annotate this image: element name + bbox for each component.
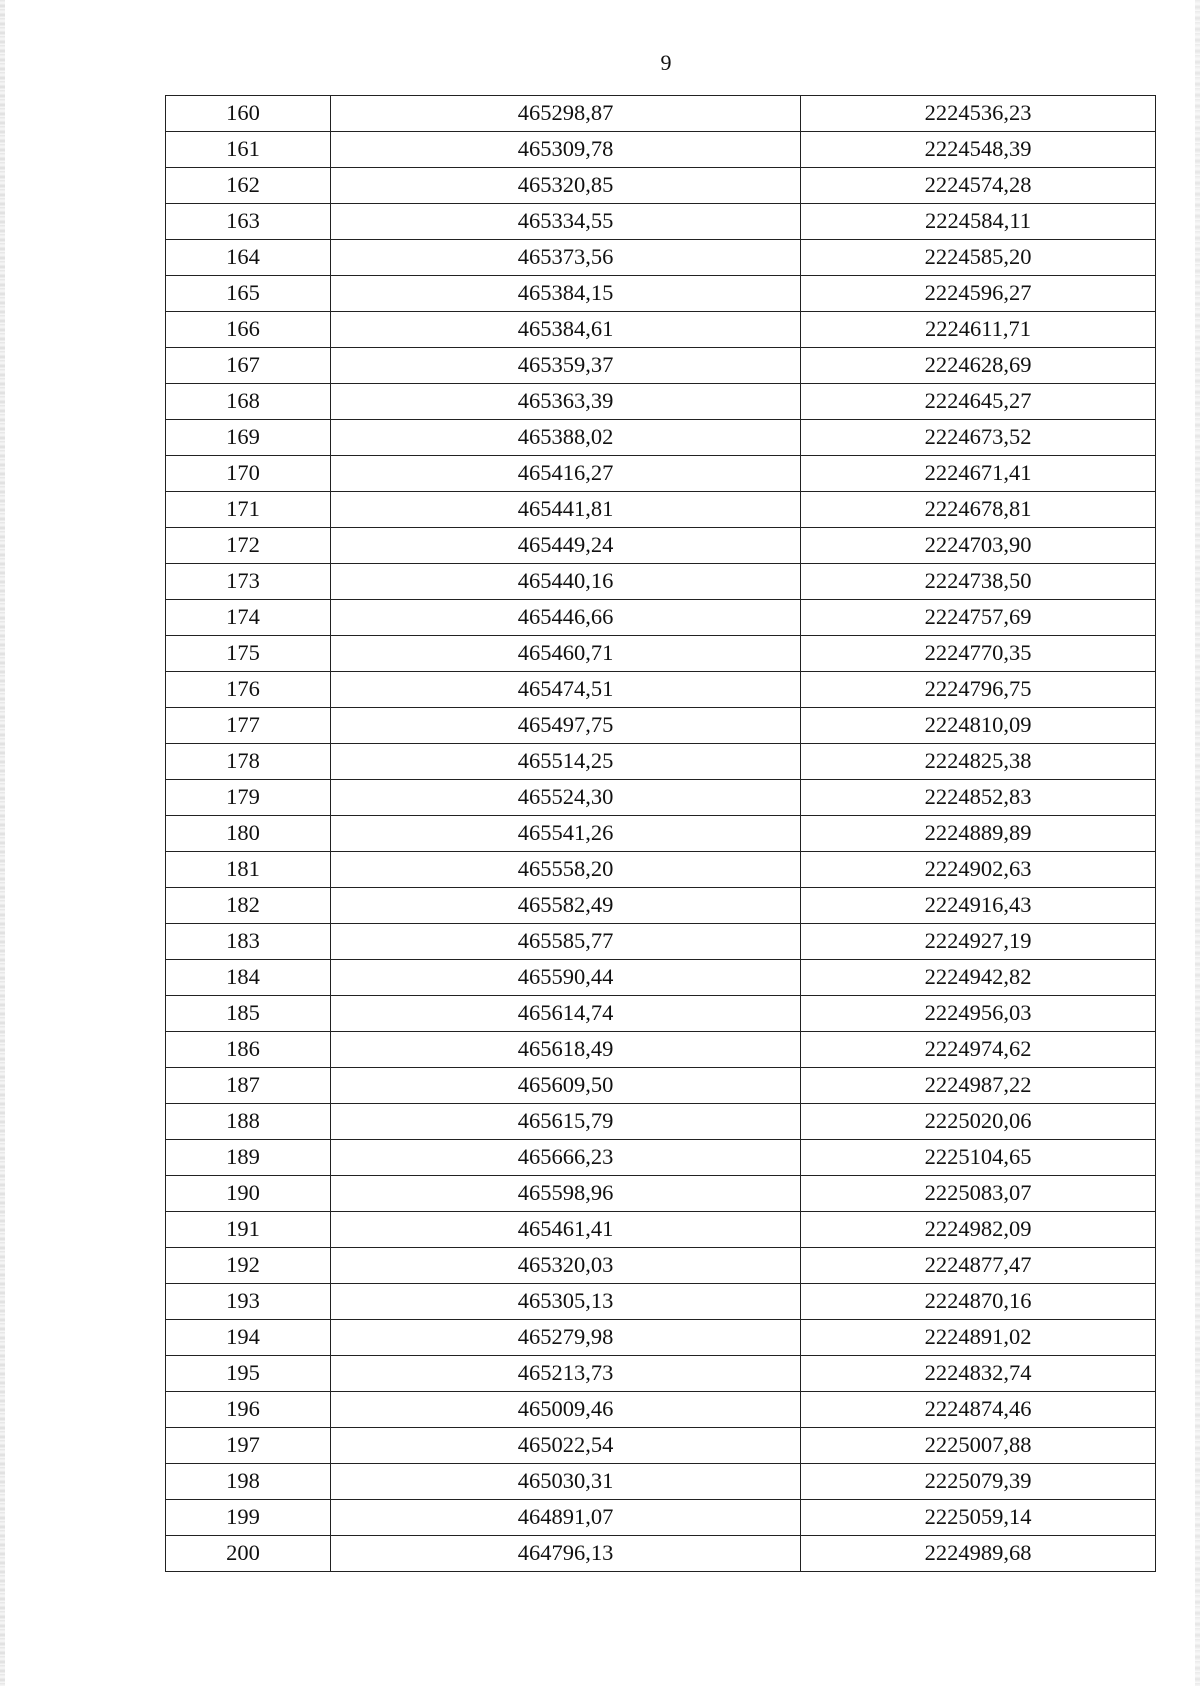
point-number-cell: 187 [166,1068,331,1104]
x-coordinate-cell: 465298,87 [331,96,801,132]
table-row [166,960,1156,996]
table-row [166,420,1156,456]
table-row [166,1212,1156,1248]
y-coordinate-cell: 2224574,28 [801,168,1156,204]
y-coordinate-cell: 2224628,69 [801,348,1156,384]
table-row [166,1392,1156,1428]
table-row [166,1464,1156,1500]
x-coordinate-cell: 465373,56 [331,240,801,276]
table-row [166,744,1156,780]
point-number-cell: 189 [166,1140,331,1176]
scan-edge-right [1195,0,1200,1686]
page-number: 9 [660,50,672,75]
y-coordinate-cell: 2225079,39 [801,1464,1156,1500]
coordinates-table-body [166,96,1156,1572]
y-coordinate-cell: 2224585,20 [801,240,1156,276]
x-coordinate-cell: 465460,71 [331,636,801,672]
x-coordinate-cell: 465334,55 [331,204,801,240]
x-coordinate-cell: 464796,13 [331,1536,801,1572]
y-coordinate-cell: 2225104,65 [801,1140,1156,1176]
y-coordinate-cell: 2224916,43 [801,888,1156,924]
y-coordinate-cell: 2224548,39 [801,132,1156,168]
y-coordinate-cell: 2224874,46 [801,1392,1156,1428]
y-coordinate-cell: 2224738,50 [801,564,1156,600]
point-number-cell: 191 [166,1212,331,1248]
point-number-cell: 179 [166,780,331,816]
x-coordinate-cell: 465446,66 [331,600,801,636]
table-row [166,492,1156,528]
y-coordinate-cell: 2224870,16 [801,1284,1156,1320]
x-coordinate-cell: 465474,51 [331,672,801,708]
x-coordinate-cell: 465449,24 [331,528,801,564]
table-row [166,996,1156,1032]
y-coordinate-cell: 2224703,90 [801,528,1156,564]
y-coordinate-cell: 2224927,19 [801,924,1156,960]
table-row [166,312,1156,348]
x-coordinate-cell: 465030,31 [331,1464,801,1500]
x-coordinate-cell: 465598,96 [331,1176,801,1212]
table-row [166,1032,1156,1068]
table-row [166,240,1156,276]
point-number-cell: 164 [166,240,331,276]
point-number-cell: 200 [166,1536,331,1572]
point-number-cell: 167 [166,348,331,384]
point-number-cell: 183 [166,924,331,960]
y-coordinate-cell: 2224956,03 [801,996,1156,1032]
point-number-cell: 160 [166,96,331,132]
table-row [166,1104,1156,1140]
y-coordinate-cell: 2224673,52 [801,420,1156,456]
point-number-cell: 174 [166,600,331,636]
y-coordinate-cell: 2224757,69 [801,600,1156,636]
y-coordinate-cell: 2225020,06 [801,1104,1156,1140]
table-row [166,1284,1156,1320]
y-coordinate-cell: 2224678,81 [801,492,1156,528]
point-number-cell: 180 [166,816,331,852]
table-row [166,564,1156,600]
x-coordinate-cell: 465320,85 [331,168,801,204]
x-coordinate-cell: 465585,77 [331,924,801,960]
x-coordinate-cell: 465618,49 [331,1032,801,1068]
point-number-cell: 184 [166,960,331,996]
table-row [166,96,1156,132]
x-coordinate-cell: 465461,41 [331,1212,801,1248]
table-row [166,672,1156,708]
point-number-cell: 165 [166,276,331,312]
x-coordinate-cell: 465305,13 [331,1284,801,1320]
scan-edge-left [0,0,5,1686]
y-coordinate-cell: 2224989,68 [801,1536,1156,1572]
x-coordinate-cell: 465320,03 [331,1248,801,1284]
x-coordinate-cell: 465582,49 [331,888,801,924]
x-coordinate-cell: 465524,30 [331,780,801,816]
y-coordinate-cell: 2224584,11 [801,204,1156,240]
table-row [166,924,1156,960]
x-coordinate-cell: 465558,20 [331,852,801,888]
x-coordinate-cell: 465384,61 [331,312,801,348]
point-number-cell: 169 [166,420,331,456]
y-coordinate-cell: 2224902,63 [801,852,1156,888]
y-coordinate-cell: 2224974,62 [801,1032,1156,1068]
point-number-cell: 188 [166,1104,331,1140]
point-number-cell: 199 [166,1500,331,1536]
point-number-cell: 193 [166,1284,331,1320]
table-row [166,348,1156,384]
x-coordinate-cell: 465213,73 [331,1356,801,1392]
table-row [166,1140,1156,1176]
x-coordinate-cell: 465309,78 [331,132,801,168]
x-coordinate-cell: 465514,25 [331,744,801,780]
point-number-cell: 177 [166,708,331,744]
table-row [166,708,1156,744]
y-coordinate-cell: 2224536,23 [801,96,1156,132]
point-number-cell: 198 [166,1464,331,1500]
x-coordinate-cell: 465614,74 [331,996,801,1032]
x-coordinate-cell: 464891,07 [331,1500,801,1536]
y-coordinate-cell: 2224611,71 [801,312,1156,348]
x-coordinate-cell: 465441,81 [331,492,801,528]
x-coordinate-cell: 465440,16 [331,564,801,600]
point-number-cell: 166 [166,312,331,348]
point-number-cell: 197 [166,1428,331,1464]
table-row [166,1068,1156,1104]
y-coordinate-cell: 2225007,88 [801,1428,1156,1464]
x-coordinate-cell: 465590,44 [331,960,801,996]
table-row [166,1536,1156,1572]
point-number-cell: 176 [166,672,331,708]
point-number-cell: 172 [166,528,331,564]
table-row [166,168,1156,204]
x-coordinate-cell: 465384,15 [331,276,801,312]
y-coordinate-cell: 2224942,82 [801,960,1156,996]
y-coordinate-cell: 2225059,14 [801,1500,1156,1536]
x-coordinate-cell: 465279,98 [331,1320,801,1356]
table-row [166,1320,1156,1356]
x-coordinate-cell: 465359,37 [331,348,801,384]
x-coordinate-cell: 465666,23 [331,1140,801,1176]
y-coordinate-cell: 2224645,27 [801,384,1156,420]
y-coordinate-cell: 2224770,35 [801,636,1156,672]
point-number-cell: 173 [166,564,331,600]
point-number-cell: 182 [166,888,331,924]
table-row [166,852,1156,888]
y-coordinate-cell: 2224891,02 [801,1320,1156,1356]
y-coordinate-cell: 2224825,38 [801,744,1156,780]
point-number-cell: 190 [166,1176,331,1212]
table-row [166,816,1156,852]
table-row [166,384,1156,420]
y-coordinate-cell: 2224889,89 [801,816,1156,852]
table-row [166,888,1156,924]
point-number-cell: 162 [166,168,331,204]
coordinates-table [165,95,1156,1572]
point-number-cell: 185 [166,996,331,1032]
y-coordinate-cell: 2224796,75 [801,672,1156,708]
point-number-cell: 194 [166,1320,331,1356]
point-number-cell: 175 [166,636,331,672]
point-number-cell: 181 [166,852,331,888]
table-row [166,600,1156,636]
table-row [166,204,1156,240]
point-number-cell: 171 [166,492,331,528]
table-row [166,528,1156,564]
point-number-cell: 170 [166,456,331,492]
table-row [166,1176,1156,1212]
y-coordinate-cell: 2224987,22 [801,1068,1156,1104]
y-coordinate-cell: 2225083,07 [801,1176,1156,1212]
x-coordinate-cell: 465615,79 [331,1104,801,1140]
table-row [166,456,1156,492]
x-coordinate-cell: 465497,75 [331,708,801,744]
point-number-cell: 186 [166,1032,331,1068]
x-coordinate-cell: 465009,46 [331,1392,801,1428]
table-row [166,636,1156,672]
x-coordinate-cell: 465609,50 [331,1068,801,1104]
y-coordinate-cell: 2224810,09 [801,708,1156,744]
table-row [166,132,1156,168]
y-coordinate-cell: 2224596,27 [801,276,1156,312]
point-number-cell: 195 [166,1356,331,1392]
x-coordinate-cell: 465363,39 [331,384,801,420]
table-row [166,780,1156,816]
point-number-cell: 178 [166,744,331,780]
table-row [166,1248,1156,1284]
point-number-cell: 168 [166,384,331,420]
table-row [166,276,1156,312]
y-coordinate-cell: 2224832,74 [801,1356,1156,1392]
x-coordinate-cell: 465022,54 [331,1428,801,1464]
table-row [166,1500,1156,1536]
y-coordinate-cell: 2224671,41 [801,456,1156,492]
x-coordinate-cell: 465541,26 [331,816,801,852]
point-number-cell: 163 [166,204,331,240]
point-number-cell: 196 [166,1392,331,1428]
y-coordinate-cell: 2224982,09 [801,1212,1156,1248]
point-number-cell: 192 [166,1248,331,1284]
y-coordinate-cell: 2224877,47 [801,1248,1156,1284]
x-coordinate-cell: 465416,27 [331,456,801,492]
table-row [166,1356,1156,1392]
table-row [166,1428,1156,1464]
point-number-cell: 161 [166,132,331,168]
x-coordinate-cell: 465388,02 [331,420,801,456]
y-coordinate-cell: 2224852,83 [801,780,1156,816]
